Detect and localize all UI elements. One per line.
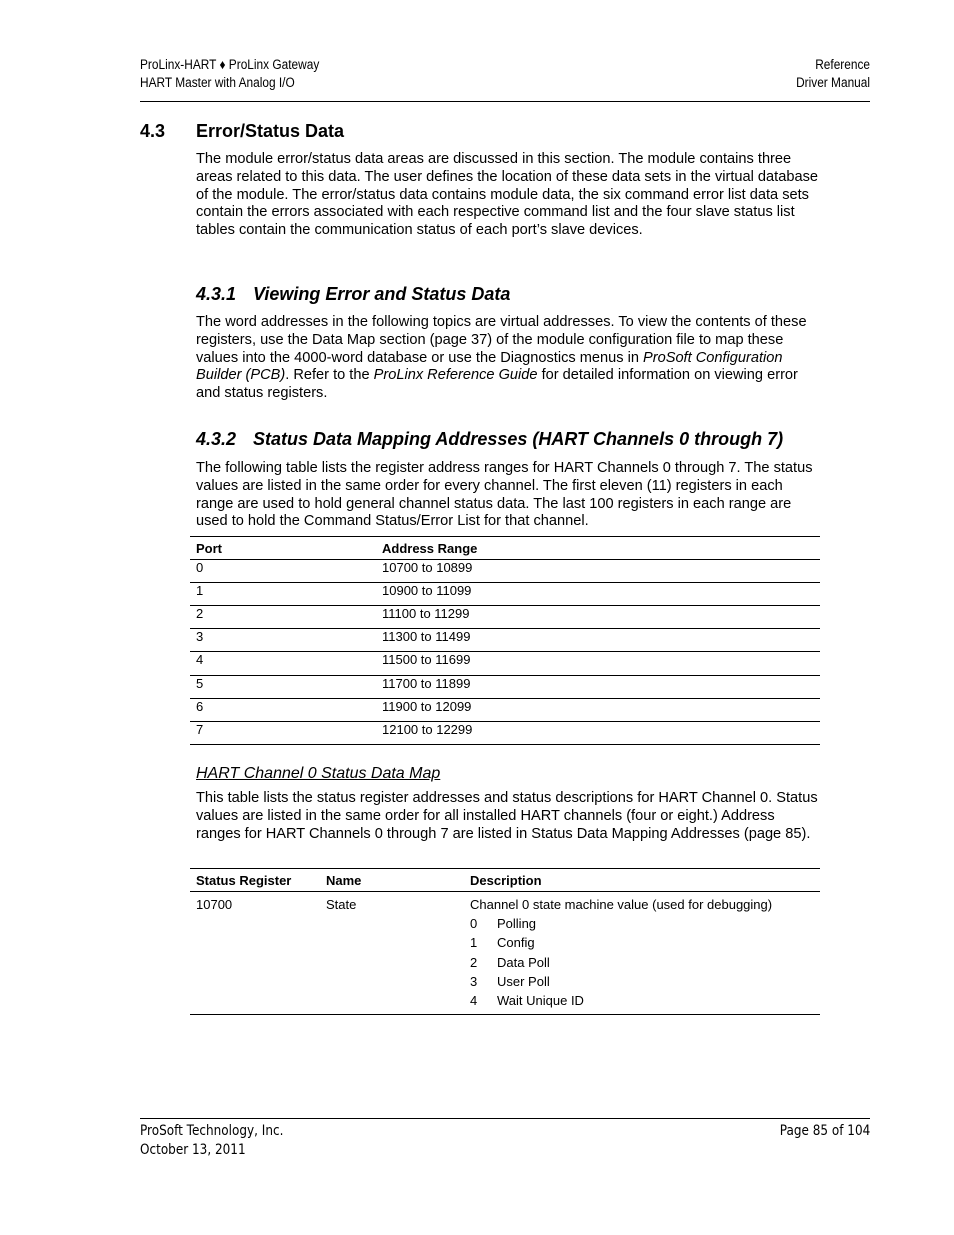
section-heading-4-3-1 — [196, 284, 510, 305]
state-label: Data Poll — [497, 954, 550, 970]
table-header-row — [190, 869, 820, 892]
state-value-item — [470, 914, 814, 933]
table-row — [190, 560, 820, 583]
address-range-cell: 11300 to 11499 — [376, 629, 820, 652]
body-text: for detailed information on viewing error and status registers. — [196, 367, 798, 402]
name-cell: State — [320, 892, 464, 1015]
address-range-cell: 11500 to 11699 — [376, 652, 820, 675]
section-number: 4.3 — [140, 121, 166, 141]
state-value-item — [470, 953, 814, 972]
column-header-port: Port — [190, 537, 376, 560]
footer-company: ProSoft Technology, Inc. — [140, 1123, 284, 1139]
section-4-3-body: The module error/status data areas are discussed in this section. The module contains three areas related to this data. The user defines the location of these data sets in the virtual database of the module. The error/status data contains module data, the six command error list data sets contain the errors associated with each respective command list and the four slave status list tables contain the communication status of each port’s slave devices. — [196, 151, 818, 239]
port-cell: 4 — [190, 652, 376, 675]
address-range-cell: 11900 to 12099 — [376, 698, 820, 721]
port-cell: 5 — [190, 675, 376, 698]
section-4-3-1-body — [196, 314, 818, 403]
header-section: Reference — [815, 57, 870, 72]
section-number: 4.3.2 — [196, 429, 237, 449]
body-text: The word addresses in the following topics are virtual addresses. To view the contents of these registers, use the Data Map section (page 37) of the module configuration file to map these values into the 4000-word database or use the Diagnostics menus in — [196, 314, 807, 366]
address-range-cell: 10700 to 10899 — [376, 560, 820, 583]
header-left — [140, 56, 319, 92]
table-row — [190, 721, 820, 744]
port-cell: 6 — [190, 698, 376, 721]
address-range-cell: 10900 to 11099 — [376, 583, 820, 606]
description-text: Channel 0 state machine value (used for debugging) — [470, 897, 773, 912]
column-header-address-range: Address Range — [376, 537, 820, 560]
body-text: . Refer to the — [285, 367, 374, 384]
status-data-map-table — [190, 868, 820, 1015]
reference-guide: ProLinx Reference Guide — [373, 367, 538, 384]
header-product-line: ProLinx-HART ♦ ProLinx Gateway — [140, 57, 320, 72]
state-label: Polling — [497, 916, 537, 932]
status-register-cell: 10700 — [190, 892, 320, 1015]
column-header-name: Name — [320, 869, 464, 892]
port-cell: 0 — [190, 560, 376, 583]
state-value-item — [470, 933, 814, 952]
port-cell: 1 — [190, 583, 376, 606]
header-manual: Driver Manual — [796, 75, 870, 90]
footer-left — [140, 1122, 283, 1160]
state-value-item — [470, 972, 814, 991]
state-code: 3 — [470, 973, 478, 989]
pcb-reference: ProSoft Configuration Builder (PCB) — [196, 349, 783, 384]
state-label: User Poll — [497, 973, 550, 989]
channel0-map-body: This table lists the status register addresses and status descriptions for HART Channel 0. Status values are listed in the same order for all installed HART channels (four or eight.) Address ranges for HART Channels 0 through 7 are listed in Status Data Mapping Addresses (page 85). — [196, 790, 818, 842]
state-code: 4 — [470, 993, 478, 1009]
state-code: 1 — [470, 935, 478, 951]
section-title: Viewing Error and Status Data — [253, 284, 511, 304]
section-title: Error/Status Data — [196, 121, 345, 141]
state-code: 0 — [470, 916, 478, 932]
table-row — [190, 675, 820, 698]
address-range-cell: 11100 to 11299 — [376, 606, 820, 629]
header-divider — [140, 101, 870, 102]
header-product-desc: HART Master with Analog I/O — [140, 75, 295, 90]
table-row — [190, 698, 820, 721]
table-row — [190, 652, 820, 675]
column-header-description: Description — [464, 869, 820, 892]
address-range-cell: 12100 to 12299 — [376, 721, 820, 744]
section-4-3-2-body: The following table lists the register address ranges for HART Channels 0 through 7. The status values are listed in the same order for every channel. The first eleven (11) registers in each range are used to hold general channel status data. The last 100 registers in each range are used to hold the Command Status/Error List for that channel. — [196, 460, 813, 530]
footer-date: October 13, 2011 — [140, 1142, 246, 1158]
channel0-map-heading: HART Channel 0 Status Data Map — [196, 765, 441, 782]
address-range-table — [190, 536, 820, 745]
column-header-status-register: Status Register — [190, 869, 320, 892]
address-range-cell: 11700 to 11899 — [376, 675, 820, 698]
table-row — [190, 892, 820, 1015]
description-cell — [464, 892, 820, 1015]
section-heading-4-3 — [140, 121, 344, 142]
port-cell: 7 — [190, 721, 376, 744]
state-value-item — [470, 991, 814, 1010]
state-code: 2 — [470, 954, 478, 970]
footer-page-number: Page 85 of 104 — [779, 1123, 870, 1139]
table-header-row — [190, 537, 820, 560]
table-row — [190, 629, 820, 652]
section-title: Status Data Mapping Addresses (HART Channels 0 through 7) — [253, 429, 784, 449]
section-number: 4.3.1 — [196, 284, 237, 304]
table-row — [190, 606, 820, 629]
section-heading-4-3-2 — [196, 429, 783, 450]
header-right — [796, 56, 870, 92]
state-label: Wait Unique ID — [497, 993, 584, 1009]
footer-divider — [140, 1118, 870, 1119]
state-label: Config — [497, 935, 535, 951]
port-cell: 3 — [190, 629, 376, 652]
table-row — [190, 583, 820, 606]
port-cell: 2 — [190, 606, 376, 629]
